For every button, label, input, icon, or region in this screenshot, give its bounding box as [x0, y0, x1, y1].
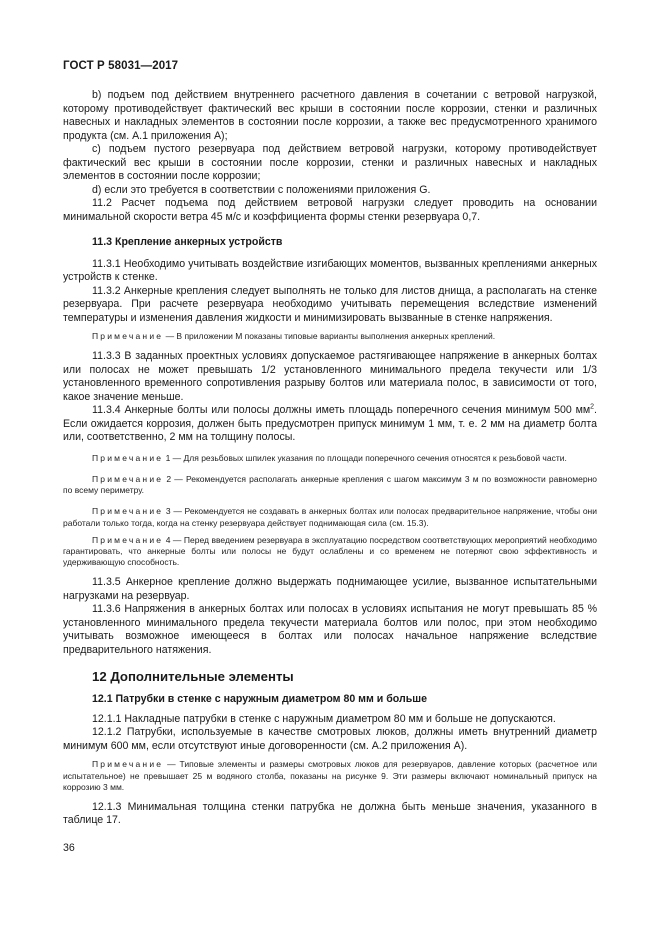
document-header: ГОСТ Р 58031—2017 — [63, 60, 179, 72]
paragraph-12-1-2: 12.1.2 Патрубки, используемые в качестве смотровых люков, должны иметь внутренний диаметр минимум 600 мм, если отсутствуют иные договоренности (см. А.2 приложения А). — [63, 726, 597, 752]
note-1: Примечание 1 — Для резьбовых шпилек указания по площади поперечного сечения относятся к резьбовой части. — [92, 452, 567, 463]
paragraph-11-3-4: 11.3.4 Анкерные болты или полосы должны иметь площадь поперечного сечения минимум 500 $мм^2$. Если ожидается коррозия, должен быть предусмотрен припуск минимум 1 мм, т. е. 2 мм на диаметр болта или, соответственно, 2 мм на толщину полосы. — [63, 403, 597, 444]
paragraph-12-1-3: 12.1.3 Минимальная толщина стенки патрубка не должна быть меньше значения, указанного в таблице 17. — [63, 800, 597, 827]
section-12-1-title: 12.1 Патрубки в стенке с наружным диаметром 80 мм и больше — [92, 693, 427, 706]
paragraph-11-3-5: 11.3.5 Анкерное крепление должно выдержать поднимающее усилие, вызванное испытательными нагрузками на резервуар. — [63, 576, 597, 602]
paragraph-11-3-6: 11.3.6 Напряжения в анкерных болтах или полосах в условиях испытания не могут превышать 85 % установленного минимального предела текучести материала болтов или полос, при этом необходимо учитывать возможное имеющееся в болтах или полосах начальное напряжение вследствие предварительного натяжения. — [63, 603, 597, 656]
item-c: c) подъем пустого резервуара под действием ветровой нагрузки, которому противодействует фактический вес крыши в состоянии после коррозии, стенки и различных навесных и накладных элементов в состоянии после коррозии; — [63, 143, 597, 182]
note-label: Примечание — [92, 759, 164, 770]
note-label: Примечание — [92, 534, 164, 545]
item-d: d) если это требуется в соответствии с положениями приложения G. — [92, 183, 431, 196]
note-manholes: Примечание — Типовые элементы и размеры смотровых люков для резервуаров, давление которых (расчетное или испытательное) не превышает 25 м водяного столба, показаны на рисунке 9. Эти размеры включают номинальный припуск на коррозию 3 мм. — [63, 759, 597, 792]
paragraph-11-2: 11.2 Расчет подъема под действием ветровой нагрузки следует проводить на основании минимальной скорости ветра 45 м/с и коэффициента формы стенки резервуара 0,7. — [63, 197, 597, 223]
section-12-title: 12 Дополнительные элементы — [92, 669, 294, 685]
paragraph-11-3-1: 11.3.1 Необходимо учитывать воздействие изгибающих моментов, вызванных креплениями анкерных устройств к стенке. — [63, 257, 597, 283]
note-2: Примечание 2 — Рекомендуется располагать анкерные крепления с шагом максимум 3 м по возможности равномерно по всему периметру. — [63, 473, 597, 496]
note-label: Примечание — [92, 452, 164, 463]
paragraph-11-3-3: 11.3.3 В заданных проектных условиях допускаемое растягивающее напряжение в анкерных болтах или полосах не может превышать 1/2 установленного минимального предела текучести или 1/3 установленного временного сопротивления разрыву болтов или материала полос, в зависимости от того, какое значение меньше. — [63, 350, 597, 403]
note-3: Примечание 3 — Рекомендуется не создавать в анкерных болтах или полосах предварительное напряжение, чтобы они работали только тогда, когда на стенку резервуара действует поднимающая сила (см. 15.3). — [63, 506, 597, 528]
item-b: b) подъем под действием внутреннего расчетного давления в сочетании с ветровой нагрузкой, которому противодействует фактический вес крыши в состоянии после коррозии, стенки и различных навесных и накладных элементов в состоянии после коррозии, а также вес предусмотренного хранимого продукта (см. А.1 приложения А); — [63, 89, 597, 142]
note-label: Примечание — [92, 331, 164, 341]
note-label: Примечание — [92, 506, 164, 517]
note-4: Примечание 4 — Перед введением резервуара в эксплуатацию посредством соответствующих мероприятий необходимо гарантировать, что анкерные болты или полосы не будут ослаблены и со временем не потеряют свою эффективность и удерживающую способность. — [63, 534, 597, 568]
paragraph-12-1-1: 12.1.1 Накладные патрубки в стенке с наружным диаметром 80 мм и больше не допускаются. — [92, 712, 556, 725]
section-11-3-title: 11.3 Крепление анкерных устройств — [92, 236, 283, 248]
page-number: 36 — [63, 842, 75, 854]
page-content — [63, 89, 597, 828]
note-label: Примечание — [92, 473, 164, 484]
note-anchor-types: Примечание — В приложении М показаны типовые варианты выполнения анкерных креплений. — [92, 331, 496, 341]
paragraph-11-3-2: 11.3.2 Анкерные крепления следует выполнять не только для листов днища, а располагать на стенке резервуара. При расчете резервуара необходимо учитывать перемещения вследствие изменений температуры и изменения давления жидкости и минимизировать вызванные в стенке напряжения. — [63, 284, 597, 324]
